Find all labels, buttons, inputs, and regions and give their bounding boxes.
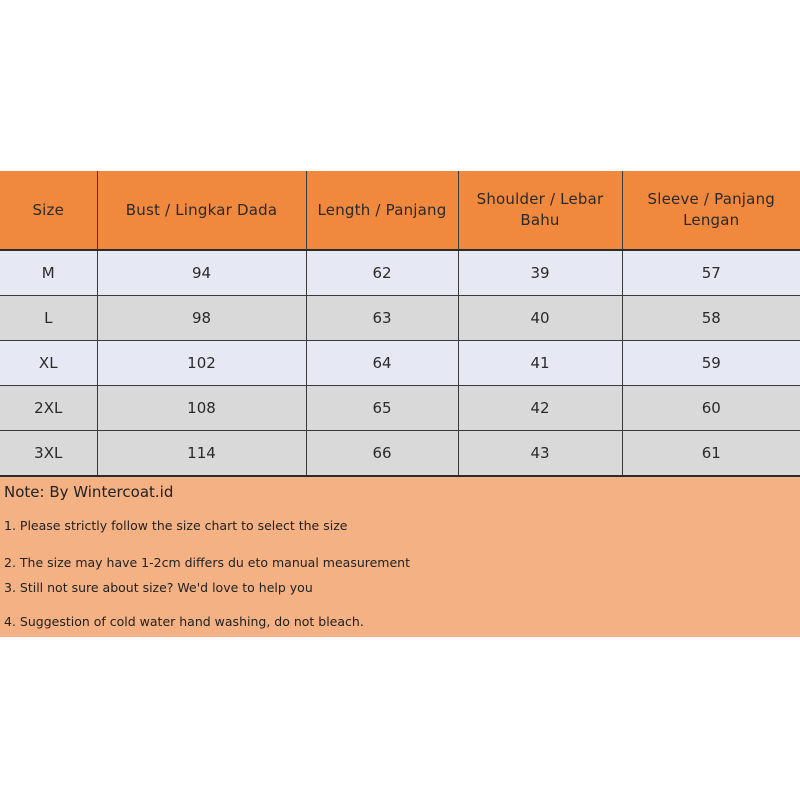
cell-size: 2XL	[0, 386, 97, 431]
cell-bust: 98	[97, 296, 306, 341]
cell-length: 63	[306, 296, 458, 341]
notes-title: Note: By Wintercoat.id	[4, 483, 174, 501]
note-item: 3. Still not sure about size? We'd love to help you	[4, 580, 313, 595]
cell-sleeve: 59	[622, 341, 800, 386]
table-row	[0, 250, 800, 296]
note-item: 4. Suggestion of cold water hand washing, do not bleach.	[4, 614, 364, 629]
table-header-row	[0, 171, 800, 250]
table-row	[0, 296, 800, 341]
cell-sleeve: 57	[622, 250, 800, 296]
header-bust: Bust / Lingkar Dada	[97, 171, 306, 250]
note-item: 2. The size may have 1-2cm differs du eto manual measurement	[4, 555, 410, 570]
header-length: Length / Panjang	[306, 171, 458, 250]
header-shoulder: Shoulder / Lebar Bahu	[458, 171, 622, 250]
cell-length: 64	[306, 341, 458, 386]
note-item: 1. Please strictly follow the size chart to select the size	[4, 518, 348, 533]
cell-bust: 94	[97, 250, 306, 296]
cell-shoulder: 43	[458, 431, 622, 477]
header-size: Size	[0, 171, 97, 250]
notes-panel	[0, 477, 800, 637]
cell-sleeve: 61	[622, 431, 800, 477]
cell-length: 62	[306, 250, 458, 296]
cell-shoulder: 39	[458, 250, 622, 296]
cell-bust: 114	[97, 431, 306, 477]
cell-sleeve: 60	[622, 386, 800, 431]
cell-shoulder: 40	[458, 296, 622, 341]
table-row	[0, 386, 800, 431]
cell-size: L	[0, 296, 97, 341]
cell-bust: 108	[97, 386, 306, 431]
cell-bust: 102	[97, 341, 306, 386]
table-row	[0, 341, 800, 386]
cell-shoulder: 41	[458, 341, 622, 386]
cell-length: 65	[306, 386, 458, 431]
cell-size: XL	[0, 341, 97, 386]
table-row	[0, 431, 800, 477]
cell-shoulder: 42	[458, 386, 622, 431]
cell-length: 66	[306, 431, 458, 477]
header-sleeve: Sleeve / Panjang Lengan	[622, 171, 800, 250]
size-chart	[0, 171, 800, 637]
cell-sleeve: 58	[622, 296, 800, 341]
cell-size: 3XL	[0, 431, 97, 477]
cell-size: M	[0, 250, 97, 296]
size-table	[0, 171, 800, 477]
